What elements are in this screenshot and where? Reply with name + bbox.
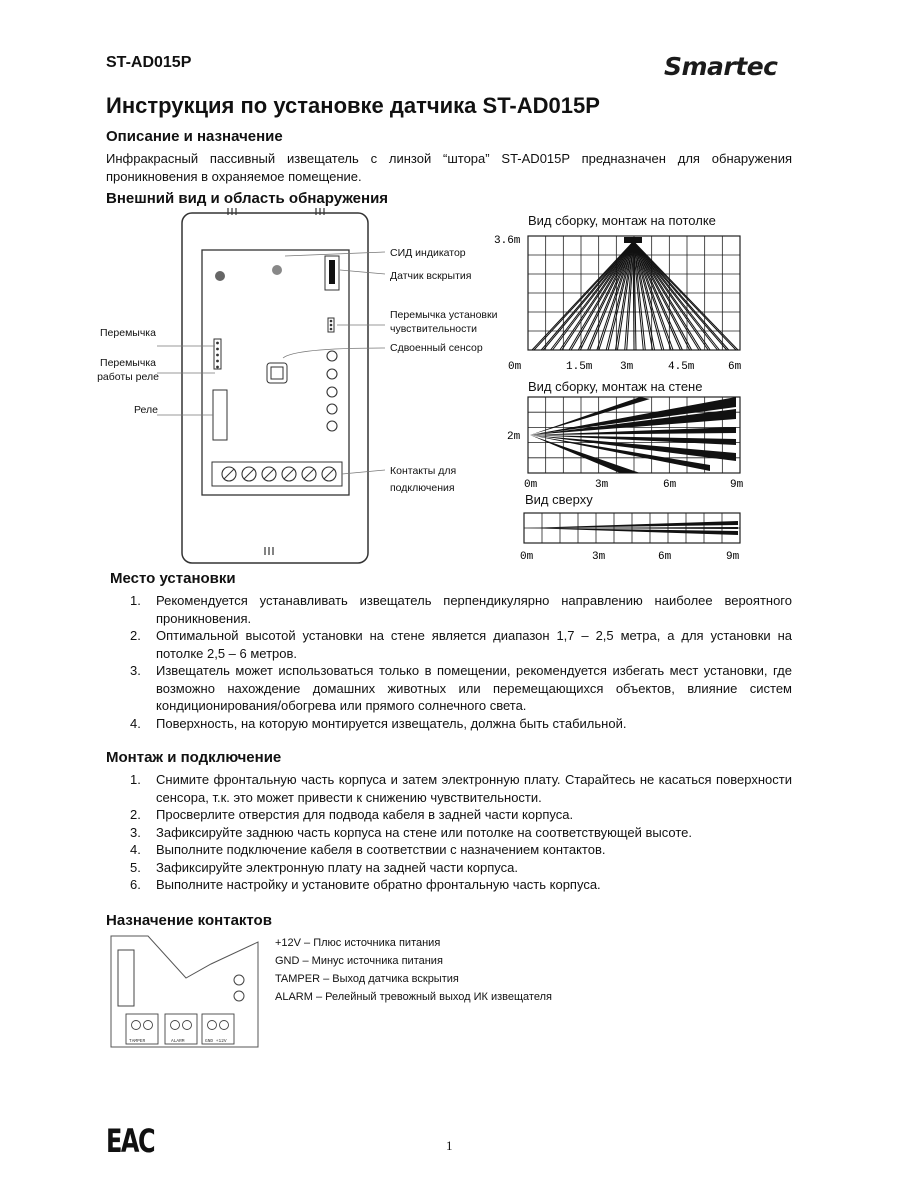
wall-view-title: Вид сборку, монтаж на стене [528, 379, 703, 394]
ceiling-tick-3: 4.5m [668, 361, 695, 373]
appearance-heading: Внешний вид и область обнаружения [106, 190, 389, 207]
contacts-diagram [108, 934, 260, 1050]
label-relay-jumper: Перемычка работы реле [97, 357, 159, 383]
list-item: 3. Зафиксируйте заднюю часть корпуса на стене или потолке на соответствующей высоте. [130, 824, 692, 840]
dual-sensor [267, 363, 287, 383]
wall-tick-2: 6m [663, 479, 677, 491]
led-indicator [272, 265, 282, 275]
screw-hole [215, 271, 225, 281]
relay-jumpers [214, 339, 221, 369]
top-view-title: Вид сверху [525, 492, 593, 507]
top-tick-2: 6m [658, 551, 672, 563]
ceiling-coverage-chart [492, 228, 752, 376]
label-tamper: Датчик вскрытия [390, 270, 472, 282]
description-heading: Описание и назначение [106, 128, 283, 145]
eac-mark: EAC [106, 1122, 155, 1160]
terminal-label-tamper: TAMPER [129, 1039, 146, 1044]
ceiling-tick-2: 3m [620, 361, 634, 373]
list-item: 4. Выполните подключение кабеля в соответствии с назначением контактов. [130, 842, 606, 857]
top-coverage-chart [500, 507, 752, 565]
label-terminals: Контакты для подключения [390, 465, 457, 494]
contacts-list [275, 934, 552, 1006]
ceiling-tick-4: 6m [728, 361, 742, 373]
relay [213, 390, 227, 440]
list-item: 1. Снимите фронтальную часть корпуса и затем электронную плату. Старайтесь не касаться поверхности сенсора, т.к. это может привести к снижению чувствительности. [130, 772, 792, 805]
wall-height-label: 2m [507, 431, 521, 443]
ceiling-height-label: 3.6m [494, 235, 521, 247]
label-sensitivity: Перемычка установки чувствительности [390, 309, 498, 335]
mounting-heading: Монтаж и подключение [106, 749, 282, 766]
list-item: 5. Зафиксируйте электронную плату на задней части корпуса. [130, 859, 518, 875]
description-text: Инфракрасный пассивный извещатель с линзой “штора” ST-AD015P предназначен для обнаружения проникновения в охраняемое помещение. [106, 151, 792, 184]
label-jumper: Перемычка [100, 327, 156, 339]
wall-tick-3: 9m [730, 479, 744, 491]
label-sensor: Сдвоенный сенсор [390, 342, 483, 354]
top-tick-3: 9m [726, 551, 740, 563]
placement-heading: Место установки [110, 570, 236, 587]
terminal-label-power: GND +12V [205, 1039, 227, 1044]
device-diagram [95, 208, 505, 570]
list-item: 3. Извещатель может использоваться только в помещении, рекомендуется избегать мест установки, где возможно нахождение домашних животных или перемещающихся объектов, влияние систем кондиционирования/обогрева или прямого солнечного света. [130, 663, 792, 713]
housing-clips [228, 208, 324, 555]
contact-item: ALARM – Релейный тревожный выход ИК извещателя [275, 991, 552, 1003]
page-number: 1 [446, 1138, 453, 1153]
ceiling-tick-0: 0m [508, 361, 522, 373]
wall-tick-1: 3m [595, 479, 609, 491]
brand-logo: Smartec [664, 52, 778, 81]
contact-item: TAMPER – Выход датчика вскрытия [275, 973, 459, 985]
ceiling-view-title: Вид сборку, монтаж на потолке [528, 213, 716, 228]
list-item: 4. Поверхность, на которую монтируется извещатель, должна быть стабильной. [130, 715, 627, 731]
wall-tick-0: 0m [524, 479, 538, 491]
terminal-label-alarm: ALARM [171, 1039, 185, 1044]
wall-coverage-chart [500, 393, 752, 491]
list-item: 2. Просверлите отверстия для подвода кабеля в задней части корпуса. [130, 807, 574, 822]
contact-item: GND – Минус источника питания [275, 955, 443, 967]
list-item: 2. Оптимальной высотой установки на стене является диапазон 1,7 – 2,5 метра, а для установки на потолке 2,5 – 6 метров. [130, 628, 792, 661]
top-tick-0: 0m [520, 551, 534, 563]
top-tick-1: 3m [592, 551, 606, 563]
mounting-list [106, 771, 792, 894]
label-led: СИД индикатор [390, 247, 466, 259]
ceiling-tick-1: 1.5m [566, 361, 593, 373]
page-title: Инструкция по установке датчика ST-AD015P [106, 93, 600, 118]
list-item: 1. Рекомендуется устанавливать извещатель перпендикулярно направлению наиболее вероятного проникновения. [130, 593, 792, 626]
model-name: ST-AD015P [106, 54, 192, 71]
list-item: 6. Выполните настройку и установите обратно фронтальную часть корпуса. [130, 877, 601, 892]
contacts-heading: Назначение контактов [106, 912, 272, 929]
component-column [327, 351, 337, 431]
contact-item: +12V – Плюс источника питания [275, 937, 441, 949]
placement-list [106, 592, 792, 732]
sensitivity-jumper [328, 318, 334, 332]
label-relay: Реле [134, 404, 158, 416]
